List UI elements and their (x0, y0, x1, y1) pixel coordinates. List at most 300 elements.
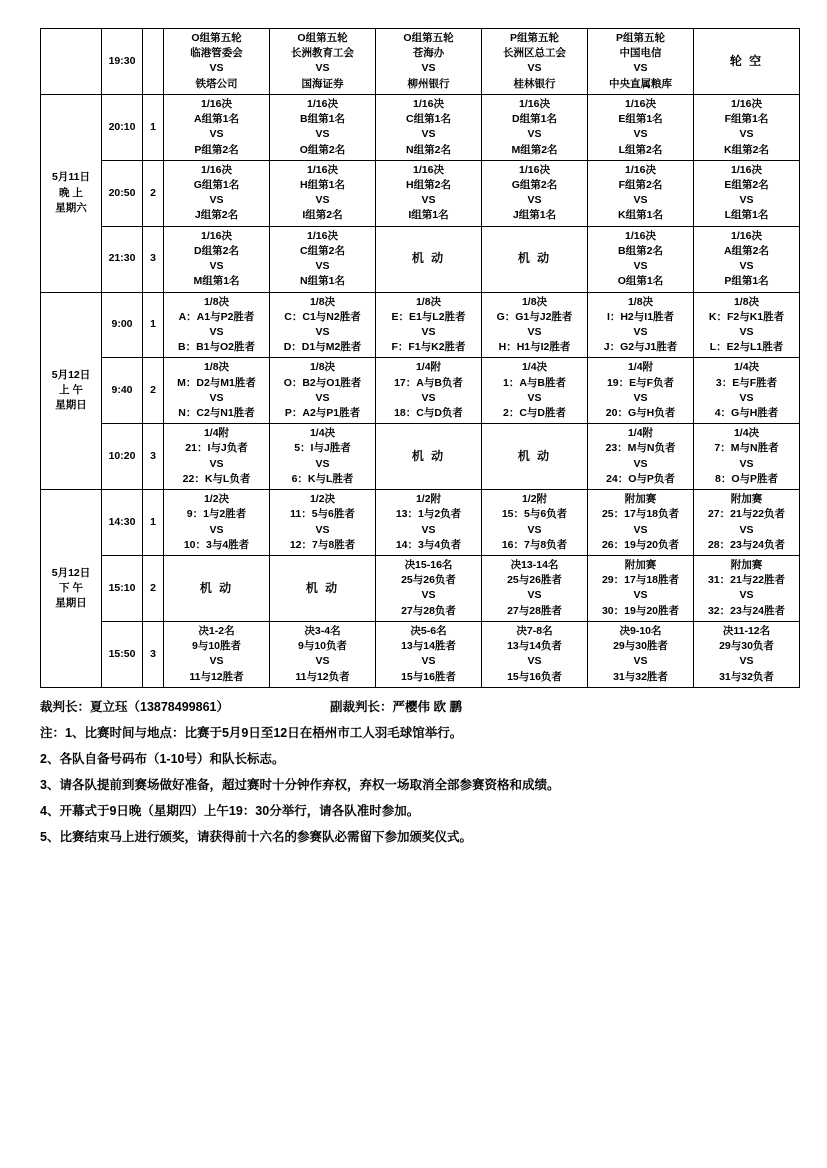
match-cell-line: 6：K与L胜者 (291, 472, 354, 485)
match-cell-line: 15与16负者 (507, 670, 562, 683)
match-cell (376, 292, 482, 358)
match-cell-line: 4：G与H胜者 (714, 407, 779, 420)
match-cell-line: 1/8决 (415, 295, 442, 308)
match-cell-line: N组第1名 (300, 275, 345, 288)
match-cell-line: VS (315, 260, 330, 273)
day-label-line: 星期六 (55, 201, 87, 214)
table-row (41, 424, 800, 490)
match-cell-line: N组第2名 (406, 143, 451, 156)
match-cell-line: 1/16决 (307, 97, 338, 110)
day-label-line: 5月11日 (52, 171, 90, 184)
match-cell-line: VS (633, 62, 648, 75)
match-cell-line: 决11-12名 (722, 624, 771, 637)
match-cell-line: 铁塔公司 (195, 77, 238, 90)
match-cell-line: 14：3与4负者 (395, 538, 462, 551)
match-cell-line: 17：A与B负者 (394, 376, 463, 389)
match-cell-line: 1/4附 (415, 361, 442, 374)
match-cell-line: P：A2与P1胜者 (284, 407, 361, 420)
referee-line (40, 700, 787, 715)
match-cell-line: C组第1名 (406, 113, 451, 126)
match-cell-line: 附加赛 (624, 559, 657, 571)
match-cell-line: 1/4附 (627, 427, 654, 440)
match-cell-line: O组第2名 (299, 143, 346, 156)
match-cell-line: 1/8决 (627, 295, 654, 308)
round-number-cell: 2 (143, 358, 164, 424)
match-cell-line: B组第1名 (300, 113, 345, 126)
match-cell-line: H组第1名 (300, 178, 345, 191)
match-cell-line: VS (421, 62, 436, 75)
match-cell-line: C组第2名 (300, 244, 345, 257)
match-cell-line: VS (421, 194, 436, 207)
match-cell (482, 358, 588, 424)
match-cell-line: 临港管委会 (190, 47, 243, 60)
match-cell-line: 长洲教育工会 (291, 47, 354, 60)
match-cell-line: F：F1与K2胜者 (391, 341, 466, 354)
match-cell (588, 556, 694, 622)
schedule-table-body (41, 29, 800, 688)
round-number-cell: 3 (143, 226, 164, 292)
match-cell (164, 160, 270, 226)
match-cell-line: 1/4决 (733, 361, 760, 374)
match-cell-line: VS (209, 391, 224, 404)
match-cell-line: 3：E与F胜者 (715, 376, 778, 389)
match-cell-line: 1/16决 (519, 97, 550, 110)
match-cell-line: O组第1名 (617, 275, 664, 288)
match-cell (376, 29, 482, 95)
time-cell: 14:30 (102, 490, 143, 556)
table-row (41, 556, 800, 622)
match-cell (270, 29, 376, 95)
match-cell-line: P组第五轮 (509, 32, 559, 44)
match-cell-line: 8：O与P胜者 (714, 472, 778, 485)
match-cell-line: 25与26负者 (401, 574, 456, 587)
match-cell-line: 16：7与8负者 (501, 538, 568, 551)
match-cell-line: A组第1名 (194, 113, 239, 126)
match-cell (694, 556, 800, 622)
match-cell-line: 27与28胜者 (507, 604, 562, 617)
match-cell (164, 621, 270, 687)
match-cell-line: VS (633, 655, 648, 668)
match-cell (694, 490, 800, 556)
match-cell-line: 决9-10名 (619, 624, 662, 637)
match-cell-line: J：G2与J1胜者 (603, 341, 678, 354)
day-label-line: 星期日 (55, 399, 87, 412)
match-cell-line: VS (527, 128, 542, 141)
match-cell-line: VS (739, 194, 754, 207)
match-cell-line: VS (527, 655, 542, 668)
match-cell-line: K组第1名 (618, 209, 663, 222)
match-cell-line: M：D2与M1胜者 (177, 376, 256, 389)
match-cell-line: C：C1与N2胜者 (284, 310, 361, 323)
time-cell: 10:20 (102, 424, 143, 490)
match-cell-line: 1/16决 (201, 163, 232, 176)
match-cell-line: 1/8决 (203, 361, 230, 374)
match-cell-line: E组第2名 (724, 178, 769, 191)
match-cell-line: VS (209, 457, 224, 470)
match-cell-line: VS (421, 589, 436, 602)
match-cell (376, 490, 482, 556)
match-cell-line: 31与32胜者 (613, 670, 668, 683)
match-cell-line: E：E1与L2胜者 (391, 310, 466, 323)
match-cell-line: 29：17与18胜者 (601, 574, 680, 587)
match-cell (694, 424, 800, 490)
match-cell-line: 1/16决 (519, 163, 550, 176)
match-cell-line: 1/4附 (203, 427, 230, 440)
match-cell (588, 424, 694, 490)
match-cell-line: 苍海办 (412, 47, 445, 60)
match-cell-line: 1/16决 (201, 229, 232, 242)
match-cell (164, 94, 270, 160)
match-cell-line: VS (633, 589, 648, 602)
match-cell-line: D组第1名 (512, 113, 557, 126)
match-cell-line: 国海证券 (301, 77, 344, 90)
note-item-1: 注：1、比赛时间与地点：比赛于5月9日至12日在梧州市工人羽毛球馆举行。 (40, 725, 463, 740)
match-cell-line: O：B2与O1胜者 (283, 376, 362, 389)
match-cell-line: VS (209, 325, 224, 338)
match-cell-line: 1/16决 (201, 97, 232, 110)
match-cell-line: I组第1名 (408, 209, 449, 222)
chief-referee: 裁判长：夏立珏（13878499861） (40, 699, 229, 714)
match-cell (376, 94, 482, 160)
match-cell-line: VS (421, 128, 436, 141)
match-cell-line: 9与10负者 (297, 640, 348, 653)
match-cell-line: VS (315, 62, 330, 75)
match-cell-line: VS (209, 128, 224, 141)
footer-notes (40, 700, 787, 845)
time-cell: 9:40 (102, 358, 143, 424)
match-cell-line: 7：M与N胜者 (714, 442, 779, 455)
match-cell-line: 32：23与24胜者 (707, 604, 786, 617)
match-cell-line: F组第1名 (724, 113, 769, 126)
day-label-cell (41, 29, 102, 95)
note-item-4: 4、开幕式于9日晚（星期四）上午19：30分举行，请各队准时参加。 (40, 803, 420, 818)
day-label-cell (41, 94, 102, 292)
table-row (41, 94, 800, 160)
match-cell-line: J组第2名 (194, 209, 239, 222)
match-cell-line: 1/16决 (413, 163, 444, 176)
match-cell (164, 490, 270, 556)
match-cell-line: 机 动 (199, 580, 234, 595)
match-cell-line: VS (633, 391, 648, 404)
match-cell (376, 621, 482, 687)
match-cell-line: 1/16决 (307, 163, 338, 176)
match-cell-line: 31与32负者 (719, 670, 774, 683)
match-cell-line: 12：7与8胜者 (289, 538, 356, 551)
match-cell-line: VS (633, 457, 648, 470)
match-cell (482, 226, 588, 292)
match-cell (164, 556, 270, 622)
match-cell (482, 424, 588, 490)
time-cell: 20:10 (102, 94, 143, 160)
match-cell-line: VS (739, 391, 754, 404)
match-cell-line: 5：I与J胜者 (294, 442, 351, 455)
match-cell-line: 1/2决 (203, 493, 230, 506)
match-cell-line: VS (739, 457, 754, 470)
match-cell-line: 附加赛 (730, 493, 763, 506)
match-cell-line: 中央直属粮库 (609, 77, 672, 90)
match-cell (164, 424, 270, 490)
match-cell-line: 1/16决 (413, 97, 444, 110)
match-cell (376, 358, 482, 424)
match-cell (482, 94, 588, 160)
time-cell: 9:00 (102, 292, 143, 358)
match-cell (376, 556, 482, 622)
match-cell-line: 27：21与22负者 (707, 508, 786, 521)
match-cell (482, 160, 588, 226)
match-cell-line: 桂林银行 (513, 77, 556, 90)
match-cell (376, 226, 482, 292)
note-item-5: 5、比赛结束马上进行颁奖，请获得前十六名的参赛队必需留下参加颁奖仪式。 (40, 829, 472, 844)
match-cell-line: K：F2与K1胜者 (708, 310, 785, 323)
match-cell-line: 1/16决 (731, 229, 762, 242)
day-label-line: 下 午 (59, 581, 83, 594)
table-row (41, 160, 800, 226)
match-cell-line: 13与14负者 (507, 640, 562, 653)
match-cell-line: 11与12胜者 (189, 670, 244, 683)
match-cell-line: VS (527, 391, 542, 404)
match-cell-line: VS (633, 260, 648, 273)
match-cell-line: 19：E与F负者 (606, 376, 675, 389)
match-cell (164, 226, 270, 292)
day-label-line: 上 午 (59, 384, 83, 397)
match-cell (270, 358, 376, 424)
match-cell-line: 1/16决 (731, 97, 762, 110)
match-cell-line: 1/2附 (521, 493, 548, 506)
match-cell-line: VS (739, 325, 754, 338)
match-cell-line: K组第2名 (724, 143, 769, 156)
match-cell-line: 13：1与2负者 (395, 508, 462, 521)
match-cell-line: I：H2与I1胜者 (606, 310, 675, 323)
day-label-line: 星期日 (55, 597, 87, 610)
match-cell (588, 160, 694, 226)
match-cell (588, 621, 694, 687)
match-cell-line: 1/4决 (521, 361, 548, 374)
match-cell (270, 226, 376, 292)
match-cell-line: O组第五轮 (297, 32, 348, 44)
round-number-cell: 3 (143, 621, 164, 687)
table-row (41, 358, 800, 424)
match-cell (270, 556, 376, 622)
round-number-cell: 1 (143, 292, 164, 358)
table-row (41, 226, 800, 292)
match-cell-line: 25：17与18负者 (601, 508, 680, 521)
match-cell-line: 9：1与2胜者 (186, 508, 247, 521)
note-item-2: 2、各队自备号码布（1-10号）和队长标志。 (40, 751, 285, 766)
match-cell (482, 292, 588, 358)
match-cell-line: A：A1与P2胜者 (178, 310, 255, 323)
match-cell-line: 柳州银行 (407, 77, 450, 90)
match-cell-line: 决13-14名 (510, 559, 559, 571)
match-cell-line: D组第2名 (194, 244, 239, 257)
note-item-3: 3、请各队提前到赛场做好准备，超过赛时十分钟作弃权，弃权一场取消全部参赛资格和成绩。 (40, 777, 560, 792)
round-number-cell: 2 (143, 556, 164, 622)
match-cell-line: 决5-6名 (410, 624, 447, 637)
match-cell-line: 轮 空 (729, 53, 764, 68)
match-cell-line: VS (527, 325, 542, 338)
match-cell-line: G：G1与J2胜者 (496, 310, 573, 323)
match-cell-line: 1/8决 (203, 295, 230, 308)
match-cell-line: 1：A与B胜者 (502, 376, 566, 389)
match-cell (588, 358, 694, 424)
match-cell-line: 1/4决 (309, 427, 336, 440)
match-cell (482, 556, 588, 622)
match-cell-line: VS (315, 128, 330, 141)
round-number-cell: 1 (143, 490, 164, 556)
match-cell (270, 621, 376, 687)
match-cell-line: 机 动 (411, 448, 446, 463)
match-cell-line: VS (209, 62, 224, 75)
match-cell-line: 决3-4名 (304, 624, 341, 637)
match-cell-line: 21：I与J负者 (185, 442, 248, 455)
time-cell: 15:50 (102, 621, 143, 687)
match-cell-line: I组第2名 (302, 209, 343, 222)
match-cell-line: B组第2名 (618, 244, 663, 257)
match-cell-line: 23：M与N负者 (605, 442, 676, 455)
match-cell-line: VS (527, 589, 542, 602)
match-cell-line: P组第1名 (724, 275, 769, 288)
match-cell (588, 490, 694, 556)
match-cell-line: VS (739, 655, 754, 668)
time-cell: 20:50 (102, 160, 143, 226)
round-number-cell: 1 (143, 94, 164, 160)
match-cell-line: VS (209, 655, 224, 668)
match-cell-line: VS (421, 391, 436, 404)
match-cell (376, 160, 482, 226)
match-cell-line: 22：K与L负者 (182, 472, 251, 485)
match-cell (270, 490, 376, 556)
match-cell-line: 27与28负者 (401, 604, 456, 617)
match-cell-line: P组第2名 (194, 143, 239, 156)
match-cell-line: VS (739, 523, 754, 536)
match-cell (482, 29, 588, 95)
match-cell-line: VS (421, 655, 436, 668)
match-cell-line: 1/2决 (309, 493, 336, 506)
match-cell-line: VS (315, 523, 330, 536)
match-cell-line: 1/16决 (625, 163, 656, 176)
match-cell-line: 28：23与24负者 (707, 538, 786, 551)
match-cell-line: VS (209, 194, 224, 207)
match-cell-line: 2：C与D胜者 (502, 407, 566, 420)
match-cell-line: 25与26胜者 (507, 574, 562, 587)
match-cell-line: 1/8决 (309, 361, 336, 374)
match-cell (588, 29, 694, 95)
match-cell-line: 15与16胜者 (401, 670, 456, 683)
match-cell-line: 10：3与4胜者 (183, 538, 250, 551)
match-cell (694, 94, 800, 160)
match-cell-line: VS (209, 523, 224, 536)
match-cell-line: 29与30胜者 (613, 640, 668, 653)
match-cell-line: M组第1名 (193, 275, 240, 288)
match-cell-line: N：C2与N1胜者 (178, 407, 255, 420)
match-cell-line: 机 动 (517, 448, 552, 463)
match-cell-line: VS (633, 325, 648, 338)
table-row (41, 292, 800, 358)
match-cell-line: 1/2附 (415, 493, 442, 506)
match-cell-line: VS (315, 325, 330, 338)
match-cell-line: B：B1与O2胜者 (177, 341, 255, 354)
match-cell-line: VS (315, 194, 330, 207)
match-cell-line: 13与14胜者 (401, 640, 456, 653)
match-cell (694, 160, 800, 226)
match-cell-line: VS (421, 523, 436, 536)
match-cell-line: O组第五轮 (191, 32, 242, 44)
time-cell: 21:30 (102, 226, 143, 292)
match-cell (694, 621, 800, 687)
match-cell-line: 决1-2名 (198, 624, 235, 637)
day-label-cell (41, 490, 102, 688)
match-cell-line: 1/8决 (733, 295, 760, 308)
match-cell-line: P组第五轮 (615, 32, 665, 44)
match-cell-line: 1/8决 (309, 295, 336, 308)
day-label-line: 5月12日 (51, 368, 91, 381)
match-cell-line: A组第2名 (724, 244, 769, 257)
round-number-cell: 3 (143, 424, 164, 490)
match-cell (588, 226, 694, 292)
match-cell-line: 20：G与H负者 (605, 407, 676, 420)
round-number-cell (143, 29, 164, 95)
match-cell-line: 11与12负者 (295, 670, 350, 683)
match-cell-line: 1/8决 (521, 295, 548, 308)
match-cell (270, 292, 376, 358)
table-row (41, 490, 800, 556)
match-cell-line: VS (527, 523, 542, 536)
match-cell-line: 24：O与P负者 (606, 472, 675, 485)
match-cell (270, 94, 376, 160)
match-cell (588, 94, 694, 160)
match-cell-line: 机 动 (305, 580, 340, 595)
match-cell-line: 11：5与6胜者 (290, 508, 355, 521)
match-cell-line: O组第五轮 (403, 32, 454, 44)
match-cell (694, 29, 800, 95)
match-cell (694, 292, 800, 358)
match-cell (164, 29, 270, 95)
match-cell (164, 358, 270, 424)
match-cell-line: J组第1名 (512, 209, 557, 222)
match-cell-line: 机 动 (411, 251, 446, 266)
match-cell-line: VS (527, 194, 542, 207)
match-cell (270, 160, 376, 226)
schedule-table (40, 28, 800, 688)
match-cell-line: 26：19与20负者 (601, 538, 680, 551)
match-cell-line: VS (315, 391, 330, 404)
match-cell-line: 31：21与22胜者 (707, 574, 786, 587)
day-label-line: 5月12日 (51, 566, 91, 579)
round-number-cell: 2 (143, 160, 164, 226)
day-label-line: 晚 上 (59, 186, 83, 199)
match-cell-line: 1/4决 (733, 427, 760, 440)
match-cell-line: VS (739, 128, 754, 141)
match-cell-line: 决15-16名 (404, 559, 453, 571)
match-cell-line: 长洲区总工会 (503, 47, 566, 60)
match-cell-line: 1/16决 (731, 163, 762, 176)
match-cell-line: L组第2名 (618, 143, 663, 156)
match-cell-line: 中国电信 (619, 47, 662, 60)
day-label-cell (41, 292, 102, 490)
match-cell-line: 1/16决 (625, 229, 656, 242)
match-cell-line: 决7-8名 (516, 624, 553, 637)
match-cell-line: L：E2与L1胜者 (709, 341, 784, 354)
match-cell-line: 附加赛 (624, 493, 657, 506)
match-cell (164, 292, 270, 358)
match-cell-line: 1/16决 (625, 97, 656, 110)
match-cell-line: H组第2名 (406, 178, 451, 191)
match-cell-line: VS (421, 325, 436, 338)
table-row (41, 29, 800, 95)
deputy-referee: 副裁判长：严樱伟 欧 鹏 (330, 699, 462, 714)
table-row (41, 621, 800, 687)
match-cell-line: M组第2名 (511, 143, 558, 156)
match-cell (588, 292, 694, 358)
